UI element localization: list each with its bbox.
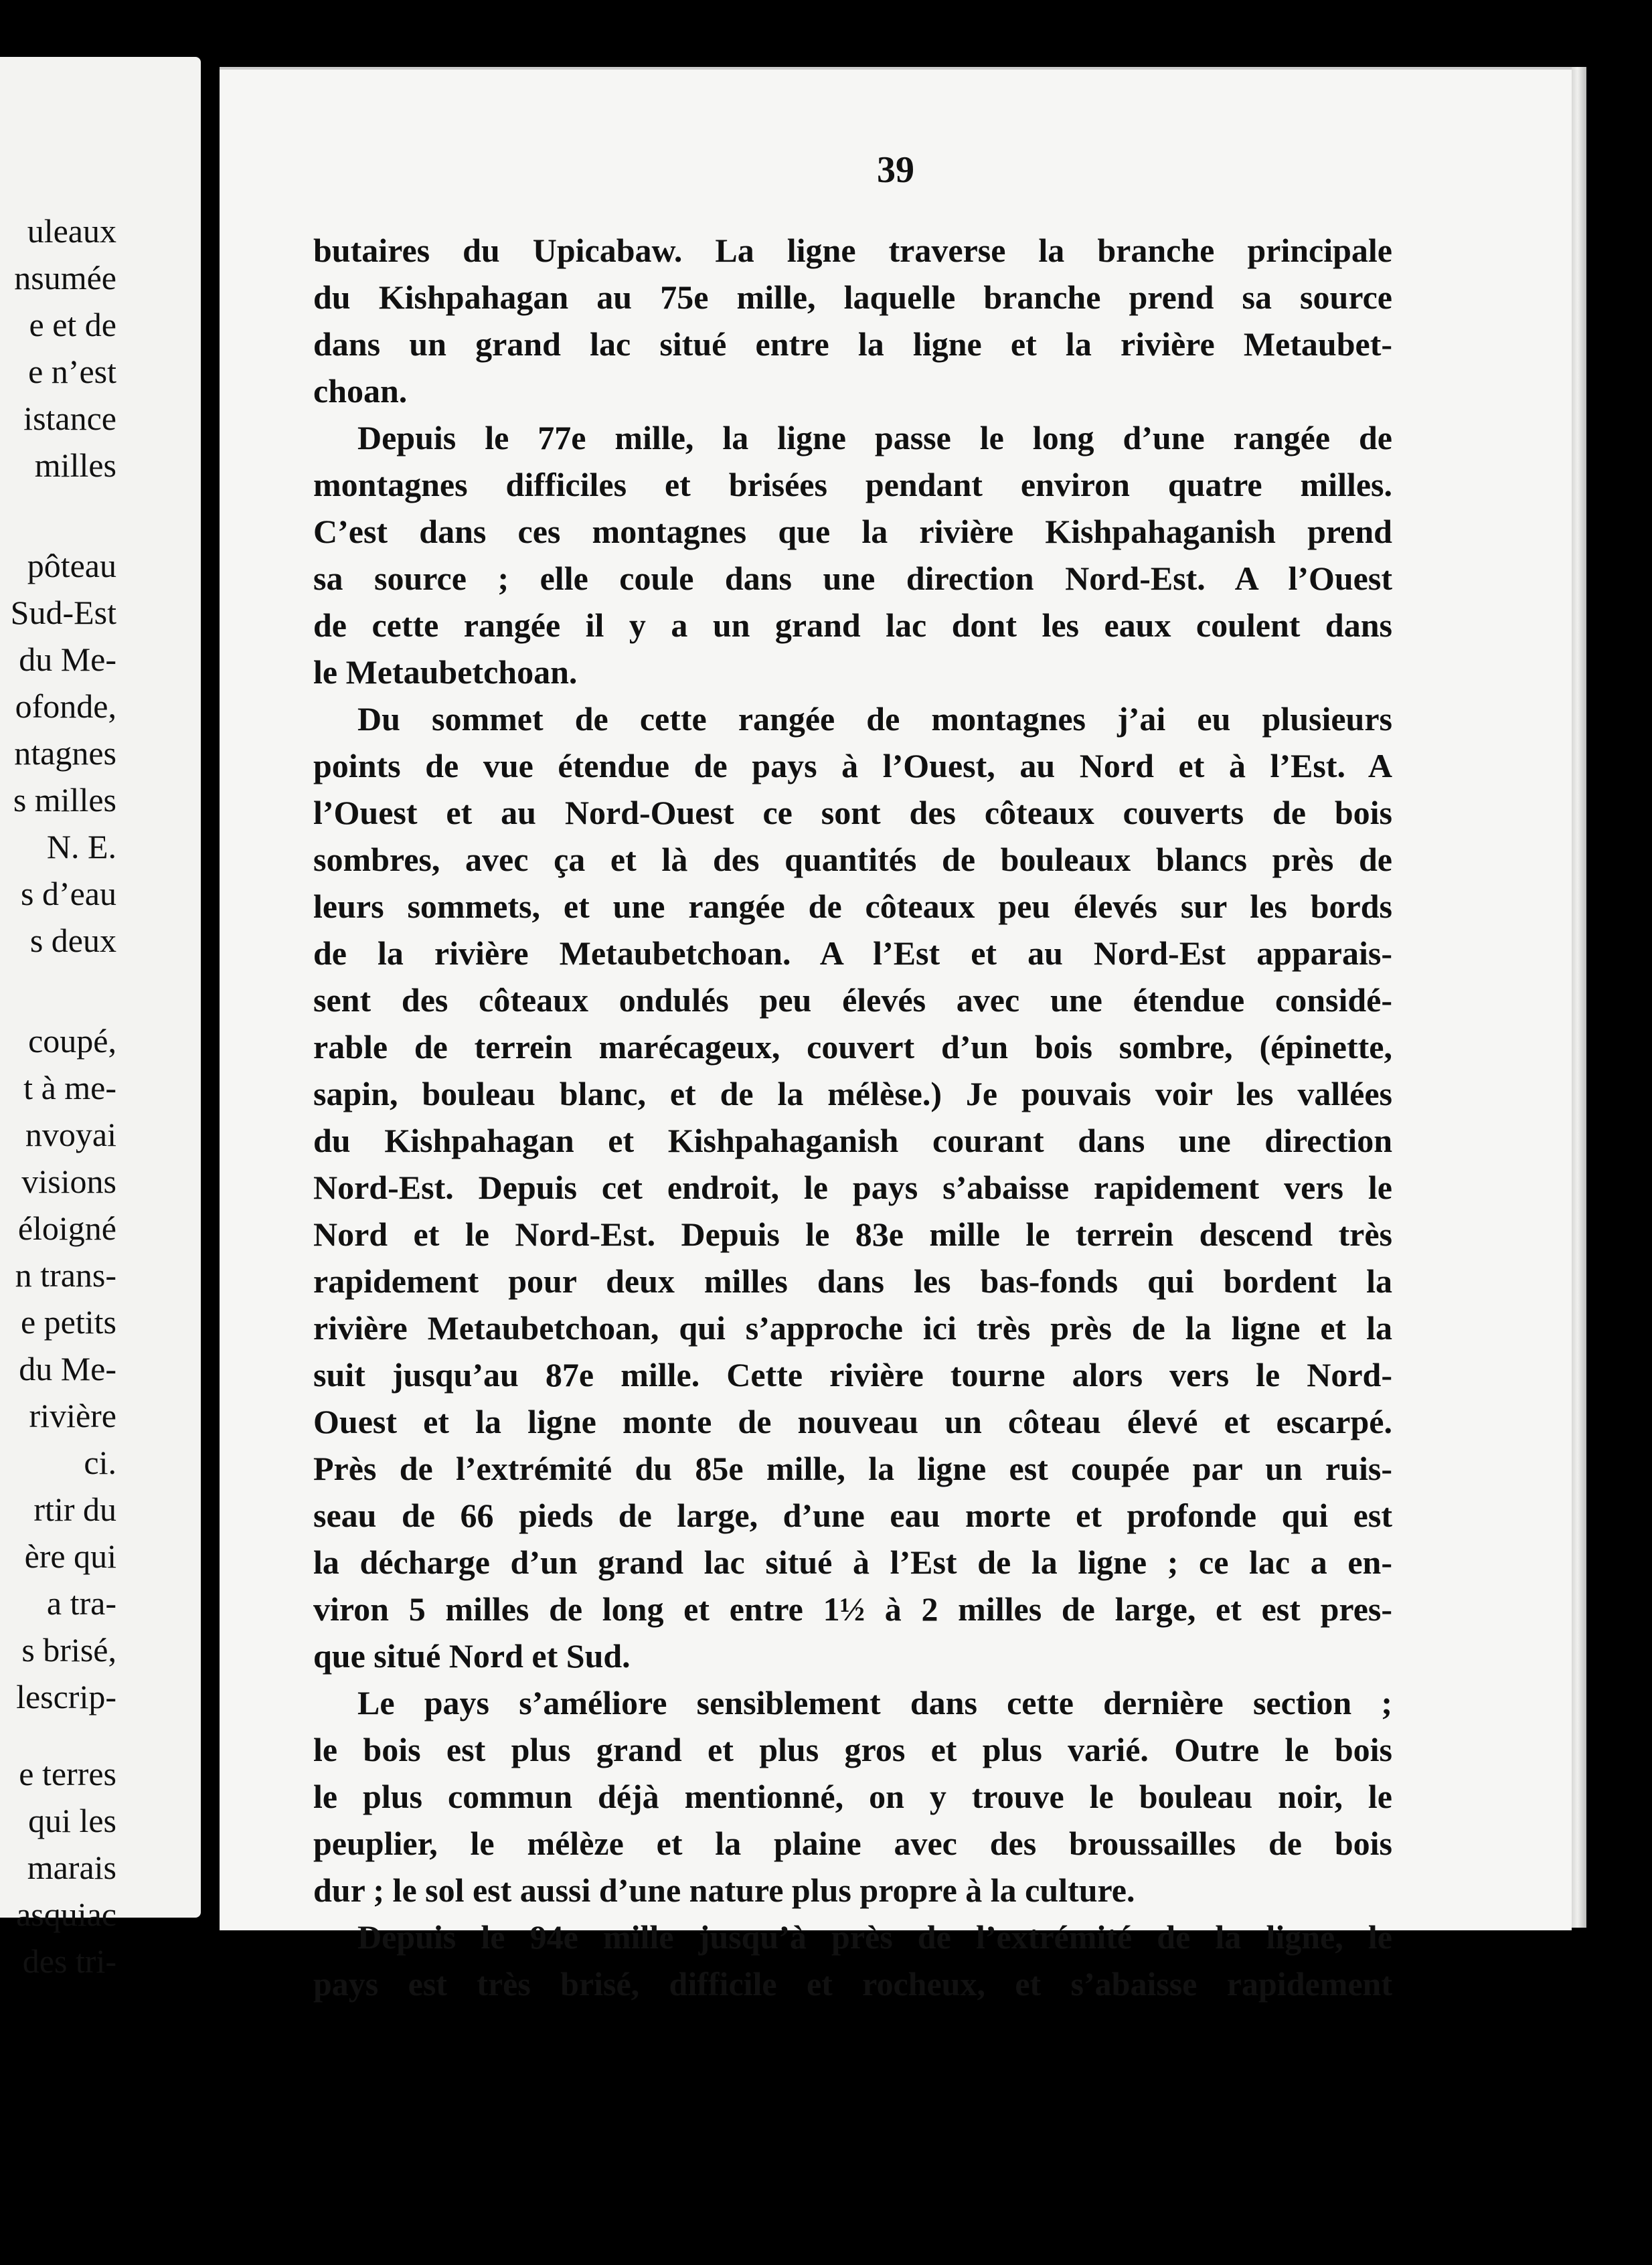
previous-page-line: milles <box>34 446 116 484</box>
text-line: Du sommet de cette rangée de montagnes j’ai eu plusieurs <box>357 700 1392 738</box>
previous-page-line: nsumée <box>14 259 116 297</box>
previous-page-line: e petits <box>20 1303 116 1341</box>
text-line: le Metaubetchoan. <box>313 653 578 691</box>
text-line: rapidement pour deux milles dans les bas-fonds qui bordent la <box>313 1262 1392 1300</box>
previous-page-line: lescrip- <box>16 1678 116 1715</box>
previous-page-line: a tra- <box>46 1584 116 1622</box>
previous-page-line: visions <box>21 1163 116 1200</box>
previous-page-line: du Me- <box>19 641 116 678</box>
previous-page-line: coupé, <box>28 1022 116 1060</box>
text-line: suit jusqu’au 87e mille. Cette rivière tourne alors vers le Nord- <box>313 1356 1392 1394</box>
text-line: Le pays s’améliore sensiblement dans cette dernière section ; <box>357 1684 1392 1722</box>
previous-page-line: uleaux <box>27 212 116 250</box>
previous-page-line: istance <box>23 400 116 437</box>
text-line: dur ; le sol est aussi d’une nature plus propre à la culture. <box>313 1871 1135 1909</box>
text-line: la décharge d’un grand lac situé à l’Est de la ligne ; ce lac a en- <box>313 1543 1392 1581</box>
text-line: sent des côteaux ondulés peu élevés avec une étendue considé- <box>313 981 1392 1019</box>
text-line: du Kishpahagan au 75e mille, laquelle branche prend sa source <box>313 278 1392 316</box>
text-line: rivière Metaubetchoan, qui s’approche ici très près de la ligne et la <box>313 1309 1392 1347</box>
text-line: sa source ; elle coule dans une direction Nord-Est. A l’Ouest <box>313 560 1392 597</box>
page-number: 39 <box>877 149 914 191</box>
previous-page-line: pôteau <box>27 547 116 584</box>
previous-page-line: des tri- <box>22 1942 116 1980</box>
text-line: le plus commun déjà mentionné, on y trouve le bouleau noir, le <box>313 1778 1392 1815</box>
previous-page-line: e terres <box>19 1755 116 1792</box>
page <box>220 67 1572 2003</box>
previous-page-line: nvoyai <box>25 1116 116 1153</box>
text-line: Depuis le 77e mille, la ligne passe le long d’une rangée de <box>357 419 1392 456</box>
text-line: de cette rangée il y a un grand lac dont les eaux coulent dans <box>313 606 1392 644</box>
text-line: Nord et le Nord-Est. Depuis le 83e mille le terrein descend très <box>313 1215 1392 1253</box>
previous-page-line: s d’eau <box>21 875 116 912</box>
previous-page-line: ère qui <box>24 1537 116 1575</box>
text-line: le bois est plus grand et plus gros et plus varié. Outre le bois <box>313 1731 1392 1768</box>
previous-page-line: t à me- <box>23 1069 116 1106</box>
text-line: C’est dans ces montagnes que la rivière Kishpahaganish prend <box>313 513 1392 550</box>
body-text <box>313 227 1392 2007</box>
text-line: rable de terrein marécageux, couvert d’un bois sombre, (épinette, <box>313 1028 1392 1066</box>
text-line: montagnes difficiles et brisées pendant environ quatre milles. <box>313 466 1392 503</box>
previous-page-line: e et de <box>29 306 116 343</box>
page-edge <box>1572 67 1586 1928</box>
previous-page-line: s deux <box>29 922 116 959</box>
previous-page-line: n trans- <box>15 1256 116 1294</box>
previous-page-line: s milles <box>13 781 116 819</box>
text-line: de la rivière Metaubetchoan. A l’Est et au Nord-Est apparais- <box>313 934 1392 972</box>
text-line: dans un grand lac situé entre la ligne et la rivière Metaubet- <box>313 325 1392 363</box>
previous-page-line: marais <box>27 1849 116 1886</box>
previous-page-line: Sud-Est <box>10 594 116 631</box>
text-line: viron 5 milles de long et entre 1½ à 2 milles de large, et est pres- <box>313 1590 1392 1628</box>
previous-page-line: N. E. <box>46 828 116 865</box>
text-line: sombres, avec ça et là des quantités de bouleaux blancs près de <box>313 841 1392 878</box>
previous-page-line: asquiac <box>16 1896 116 1933</box>
text-line: du Kishpahagan et Kishpahaganish courant dans une direction <box>313 1122 1392 1159</box>
text-line: pays est très brisé, difficile et rocheux, et s’abaisse rapidement <box>313 1965 1392 2003</box>
previous-page-line: rtir du <box>33 1491 116 1528</box>
previous-page-fragment <box>0 57 201 1980</box>
previous-page-line: éloigné <box>17 1209 116 1247</box>
text-line: sapin, bouleau blanc, et de la mélèse.) Je pouvais voir les vallées <box>313 1075 1392 1112</box>
previous-page-line: du Me- <box>19 1350 116 1388</box>
text-line: l’Ouest et au Nord-Ouest ce sont des côteaux couverts de bois <box>313 794 1392 831</box>
text-line: points de vue étendue de pays à l’Ouest, au Nord et à l’Est. A <box>313 747 1392 784</box>
text-line: butaires du Upicabaw. La ligne traverse la branche principale <box>313 232 1392 269</box>
text-line: seau de 66 pieds de large, d’une eau morte et profonde qui est <box>313 1497 1392 1534</box>
text-line: Ouest et la ligne monte de nouveau un côteau élevé et escarpé. <box>313 1403 1392 1440</box>
previous-page-line: ci. <box>84 1444 116 1481</box>
text-line: que situé Nord et Sud. <box>313 1637 631 1675</box>
previous-page-line: ntagnes <box>14 734 116 772</box>
previous-page-line: s brisé, <box>21 1631 116 1669</box>
text-line: Près de l’extrémité du 85e mille, la ligne est coupée par un ruis- <box>313 1450 1392 1487</box>
previous-page-line: rivière <box>29 1397 116 1434</box>
text-line: choan. <box>313 372 408 410</box>
text-line: leurs sommets, et une rangée de côteaux peu élevés sur les bords <box>313 888 1392 925</box>
text-line: peuplier, le mélèze et la plaine avec des broussailles de bois <box>313 1825 1392 1862</box>
previous-page-line: e n’est <box>28 353 116 390</box>
text-line: Nord-Est. Depuis cet endroit, le pays s’abaisse rapidement vers le <box>313 1169 1392 1206</box>
previous-page-line: ofonde, <box>15 687 116 725</box>
text-line: Depuis le 94e mille jusqu’à près de l’extrémité de la ligne, le <box>357 1918 1392 1956</box>
previous-page-line: qui les <box>28 1802 116 1839</box>
